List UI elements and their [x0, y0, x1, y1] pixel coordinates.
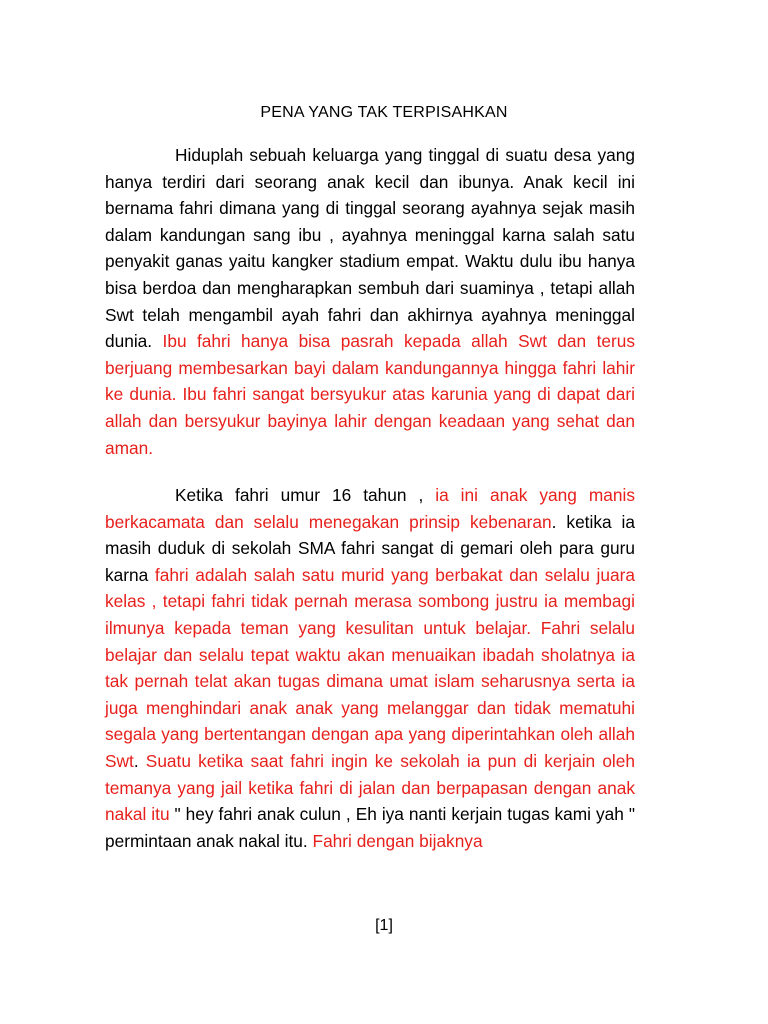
paragraph-2-text-8: Fahri dengan bijaknya: [312, 830, 483, 851]
paragraph-1: [105, 142, 635, 461]
paragraph-2-text-5: .: [133, 750, 146, 771]
paragraph-1-text-black: Hiduplah sebuah keluarga yang tinggal di suatu desa yang hanya terdiri dari seorang anak kecil dan ibunya. Anak kecil ini bernama fahri dimana yang di tinggal seorang ayahnya sejak masih dalam kandungan sang ibu , ayahnya meninggal karna salah satu penyakit ganas yaitu kangker stadium empat. Waktu dulu ibu hanya bisa berdoa dan mengharapkan sembuh dari suaminya , tetapi allah Swt telah mengambil ayah fahri dan akhirnya ayahnya meninggal dunia.: [105, 145, 635, 352]
paragraph-2-text-4: fahri adalah salah satu murid yang berbakat dan selalu juara kelas , tetapi fahri tidak pernah merasa sombong justru ia membagi ilmunya kepada teman yang kesulitan untuk belajar. Fahri selalu belajar dan selalu tepat waktu akan menuaikan ibadah sholatnya ia tak pernah telat akan tugas dimana umat islam seharusnya serta ia juga menghindari anak anak yang melanggar dan tidak mematuhi segala yang bertentangan dengan apa yang diperintahkan oleh allah Swt: [105, 564, 635, 771]
paragraph-2: [105, 482, 635, 854]
page-number: [1]: [375, 917, 393, 934]
paragraph-2-text-7: " hey fahri anak culun , Eh iya nanti kerjain tugas kami yah " permintaan anak nakal itu.: [105, 804, 635, 851]
paragraph-2-text-2: ia ini anak yang manis berkacamata dan selalu menegakan prinsip kebenaran: [105, 485, 635, 532]
paragraph-2-text-1: Ketika fahri umur 16 tahun ,: [175, 485, 436, 505]
paragraph-1-text-red: Ibu fahri hanya bisa pasrah kepada allah Swt dan terus berjuang membesarkan bayi dalam kandungannya hingga fahri lahir ke dunia. Ibu fahri sangat bersyukur atas karunia yang di dapat dari allah dan bersyukur bayinya lahir dengan keadaan yang sehat dan aman.: [105, 331, 635, 458]
document-title: PENA YANG TAK TERPISAHKAN: [260, 104, 508, 121]
paragraph-2-text-6: Suatu ketika saat fahri ingin ke sekolah ia pun di kerjain oleh temanya yang jail ketika fahri di jalan dan berpapasan dengan anak nakal itu: [105, 750, 635, 825]
paragraph-2-text-3: . ketika ia masih duduk di sekolah SMA fahri sangat di gemari oleh para guru karna: [105, 511, 635, 585]
